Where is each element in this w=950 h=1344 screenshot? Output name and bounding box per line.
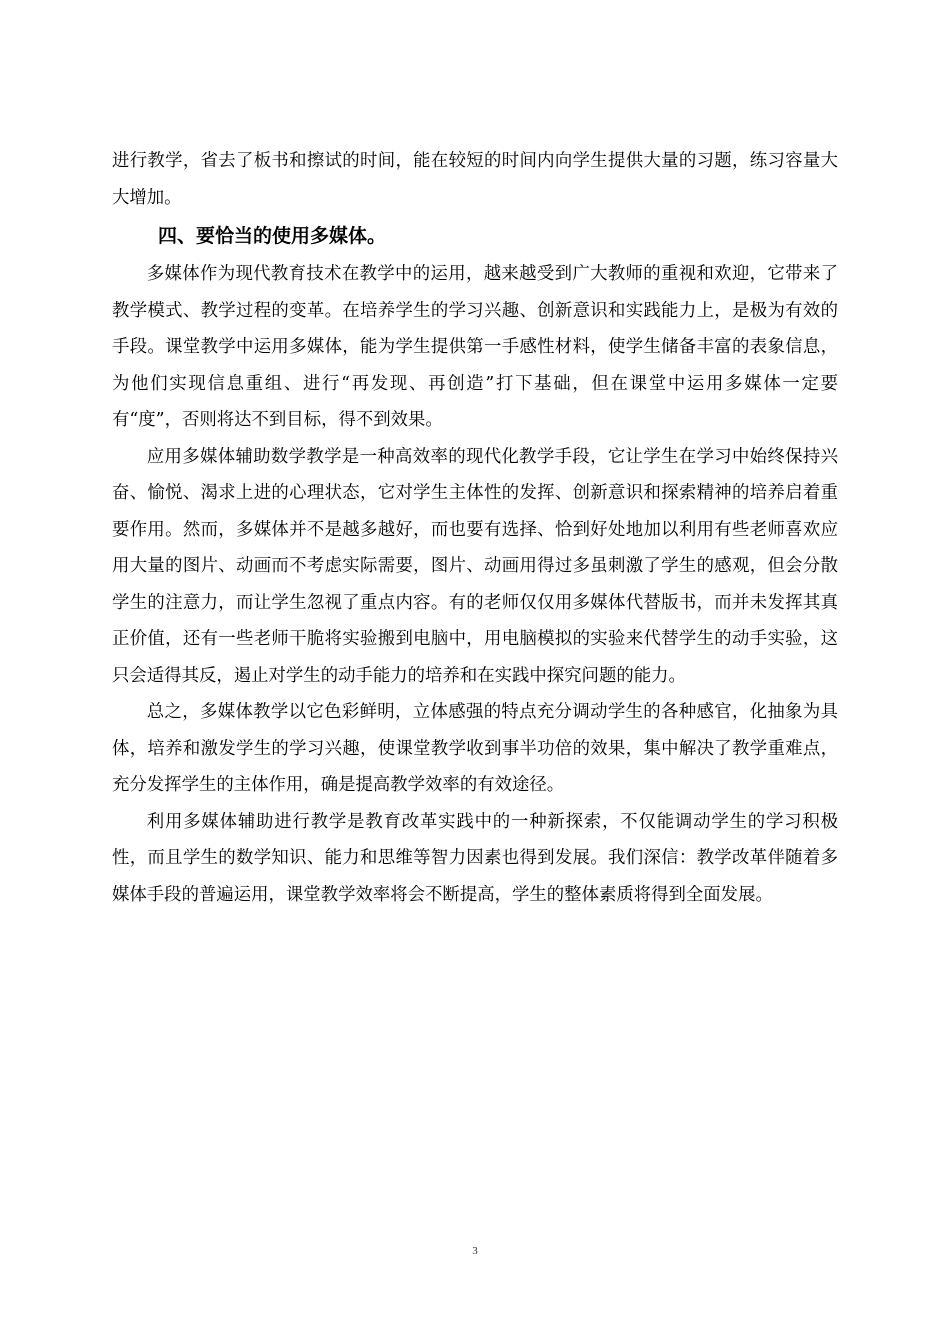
body-paragraph-3: 总之，多媒体教学以它色彩鲜明，立体感强的特点充分调动学生的各种感官，化抽象为具体，培养和激发学生的学习兴趣，使课堂教学收到事半功倍的效果，集中解决了教学重难点，充分发挥学生的主体作用，确是提高教学效率的有效途径。	[112, 702, 838, 795]
body-paragraph-1: 多媒体作为现代教育技术在教学中的运用，越来越受到广大教师的重视和欢迎，它带来了教学模式、教学过程的变革。在培养学生的学习兴趣、创新意识和实践能力上，是极为有效的手段。课堂教学中运用多媒体，能为学生提供第一手感性材料，使学生储备丰富的表象信息，为他们实现信息重组、进行“再发现、再创造”打下基础，但在课堂中运用多媒体一定要有“度”，否则将达不到目标，得不到效果。	[112, 264, 838, 430]
body-paragraph-2: 应用多媒体辅助数学教学是一种高效率的现代化教学手段，它让学生在学习中始终保持兴奋、愉悦、渴求上进的心理状态，它对学生主体性的发挥、创新意识和探索精神的培养启着重要作用。然而，多媒体并不是越多越好，而也要有选择、恰到好处地加以利用有些老师喜欢应用大量的图片、动画而不考虑实际需要，图片、动画用得过多虽刺激了学生的感观，但会分散学生的注意力，而让学生忽视了重点内容。有的老师仅仅用多媒体代替版书，而并未发挥其真正价值，还有一些老师干脆将实验搬到电脑中，用电脑模拟的实验来代替学生的动手实验，这只会适得其反，遏止对学生的动手能力的培养和在实践中探究问题的能力。	[112, 446, 838, 686]
document-body	[112, 143, 838, 913]
section-heading: 四、要恰当的使用多媒体。	[158, 225, 387, 247]
page-number: 3	[472, 1245, 478, 1257]
body-paragraph-4: 利用多媒体辅助进行教学是教育改革实践中的一种新探索，不仅能调动学生的学习积极性，而且学生的数学知识、能力和思维等智力因素也得到发展。我们深信：教学改革伴随着多媒体手段的普遍运用，课堂教学效率将会不断提高，学生的整体素质将得到全面发展。	[112, 811, 838, 905]
continuation-paragraph: 进行教学，省去了板书和擦试的时间，能在较短的时间内向学生提供大量的习题，练习容量大大增加。	[112, 151, 838, 208]
